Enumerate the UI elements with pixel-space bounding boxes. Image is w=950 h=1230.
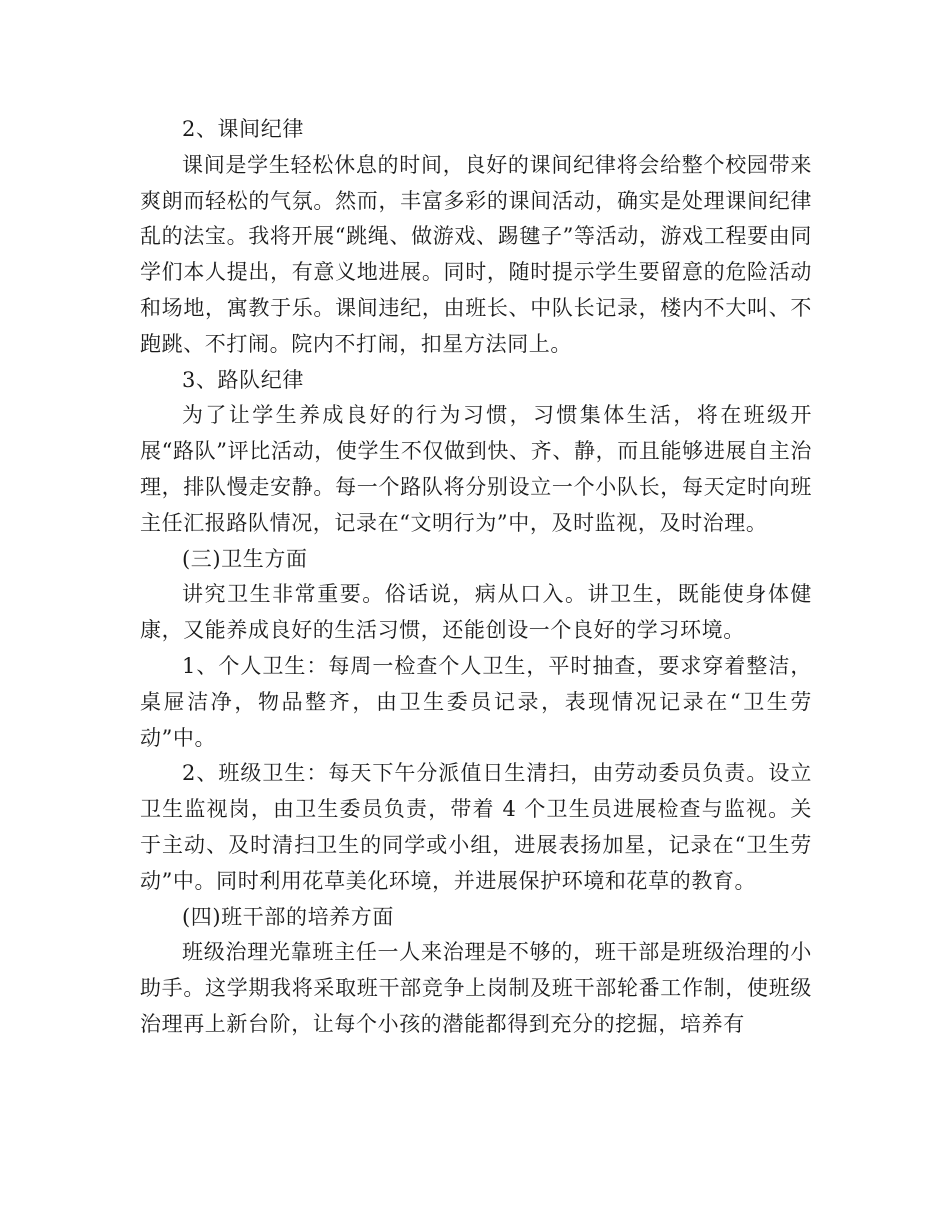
section-heading-recess-discipline: 2、课间纪律 bbox=[182, 117, 304, 141]
paragraph-class-hygiene: 2、班级卫生：每天下午分派值日生清扫，由劳动委员负责。设立卫生监视岗，由卫生委员负责，带着 4 个卫生员进展检查与监视。关于主动、及时清扫卫生的同学或小组，进展表扬加星，记录在“卫生劳动”中。同时利用花草美化环境，并进展保护环境和花草的教育。 bbox=[140, 761, 812, 893]
section-heading-hygiene: (三)卫生方面 bbox=[182, 546, 308, 571]
paragraph-recess-discipline: 课间是学生轻松休息的时间，良好的课间纪律将会给整个校园带来爽朗而轻松的气氛。然而，丰富多彩的课间活动，确实是处理课间纪律乱的法宝。我将开展“跳绳、做游戏、踢毽子”等活动，游戏工程要由同学们本人提出，有意义地进展。同时，随时提示学生要留意的危险活动和场地，寓教于乐。课间违纪，由班长、中队长记录，楼内不大叫、不跑跳、不打闹。院内不打闹，扣星方法同上。 bbox=[140, 152, 812, 356]
document-page bbox=[140, 112, 812, 1043]
paragraph-queue-discipline: 为了让学生养成良好的行为习惯，习惯集体生活，将在班级开展“路队”评比活动，使学生不仅做到快、齐、静，而且能够进展自主治理，排队慢走安静。每一个路队将分别设立一个小队长，每天定时向班主任汇报路队情况，记录在“文明行为”中，及时监视，及时治理。 bbox=[140, 403, 812, 535]
paragraph-personal-hygiene: 1、个人卫生：每周一检查个人卫生，平时抽查，要求穿着整洁，桌屉洁净，物品整齐，由卫生委员记录，表现情况记录在“卫生劳动”中。 bbox=[140, 653, 812, 750]
paragraph-hygiene-intro: 讲究卫生非常重要。俗话说，病从口入。讲卫生，既能使身体健康，又能养成良好的生活习惯，还能创设一个良好的学习环境。 bbox=[140, 582, 812, 643]
section-heading-class-cadre: (四)班干部的培养方面 bbox=[182, 904, 394, 929]
section-heading-queue-discipline: 3、路队纪律 bbox=[182, 367, 304, 392]
paragraph-class-cadre: 班级治理光靠班主任一人来治理是不够的，班干部是班级治理的小助手。这学期我将采取班干部竞争上岗制及班干部轮番工作制，使班级治理再上新台阶，让每个小孩的潜能都得到充分的挖掘，培养有 bbox=[140, 940, 812, 1036]
